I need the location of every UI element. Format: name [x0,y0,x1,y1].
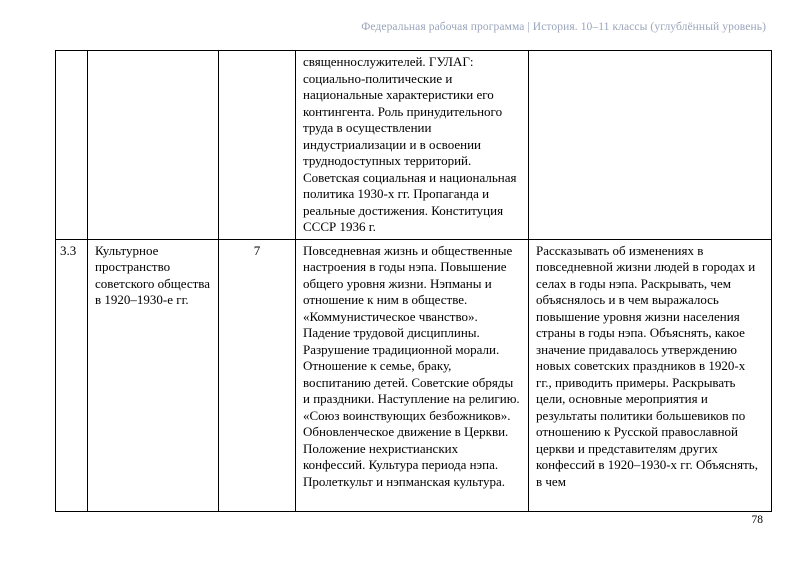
cell-content-text: священнослужителей. ГУЛАГ: социально-политические и национальные характеристики его контингента. Роль принудительного труда в осуществлении индустриализации и в освоении труднодоступных территорий. Советская социальная и национальная политика 1930-х гг. Пропаганда и реальные достижения. Конституция СССР 1936 г. [296,51,529,240]
program-table [55,50,772,512]
cell-topic-title [88,51,219,240]
document-header-title: Федеральная рабочая программа | История. 10–11 классы (углублённый уровень) [361,21,766,33]
cell-content-text: Повседневная жизнь и общественные настроения в годы нэпа. Повышение общего уровня жизни. Нэпманы и отношение к ним в обществе. «Коммунистическое чванство». Падение трудовой дисциплины. Разрушение традиционной морали. Отношение к семье, браку, воспитанию детей. Советские обряды и праздники. Наступление на религию. «Союз воинствующих безбожников». Обновленческое движение в Церкви. Положение нехристианских конфессий. Культура периода нэпа. Пролеткульт и нэпманская культура. [296,239,529,511]
cell-section-number: 3.3 [56,239,88,511]
cell-section-number [56,51,88,240]
cell-outcomes-text: Рассказывать об изменениях в повседневной жизни людей в городах и селах в годы нэпа. Раскрывать, чем объяснялось и в чем выражалось повышение уровня жизни населения страны в годы нэпа. Объяснять, какое значение придавалось утверждению новых советских праздников в 1920-х гг., приводить примеры. Раскрывать цели, основные мероприятия и результаты политики большевиков по отношению к Русской православной церкви и представителям других конфессий в 1920–1930-х гг. Объяснять, в чем [529,239,772,511]
cell-topic-title: Культурное пространство советского общества в 1920–1930-е гг. [88,239,219,511]
table-row-topic-3-3 [56,239,772,511]
page-number: 78 [751,514,763,526]
cell-hours [219,51,296,240]
table-row-continued [56,51,772,240]
cell-hours: 7 [219,239,296,511]
cell-outcomes-text [529,51,772,240]
